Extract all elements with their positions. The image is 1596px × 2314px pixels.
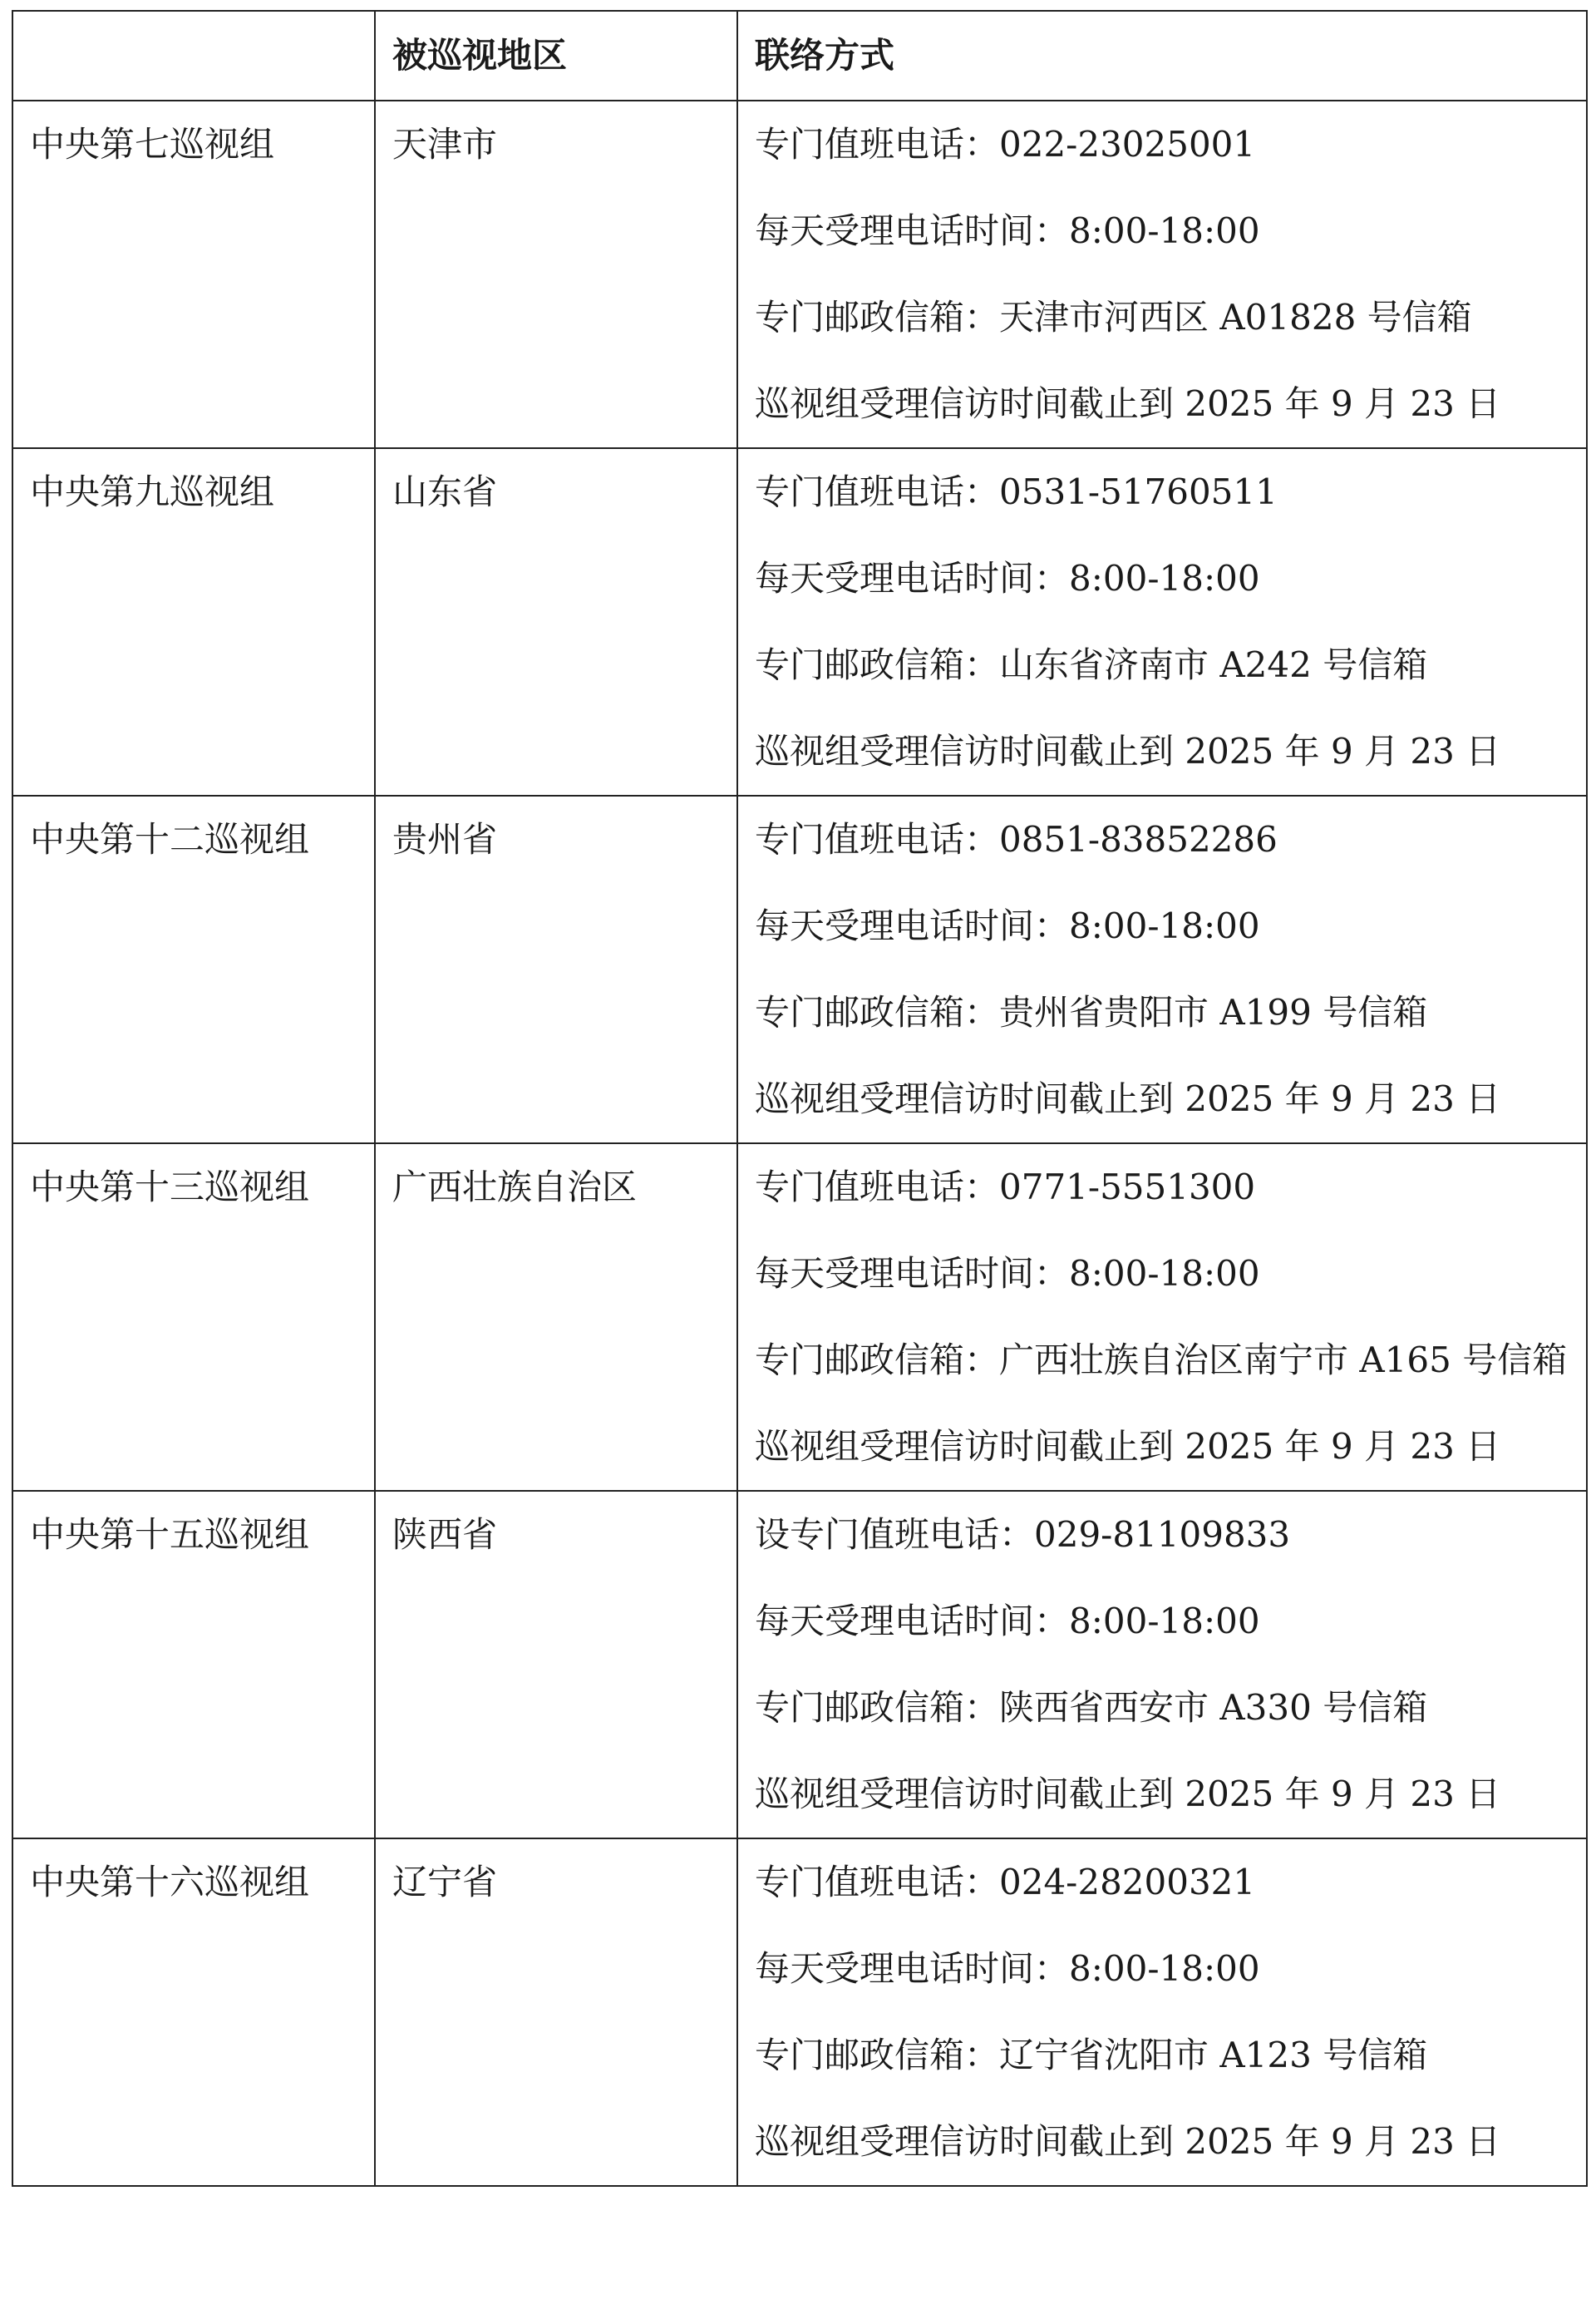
mailbox-line: 专门邮政信箱：山东省济南市 A242 号信箱 [755, 644, 1428, 685]
deadline-line: 巡视组受理信访时间截止到 2025 年 9 月 23 日 [755, 1426, 1501, 1467]
group-name: 中央第十二巡视组 [30, 819, 310, 860]
header-group [12, 11, 375, 101]
group-cell [12, 796, 375, 1143]
region-cell [375, 448, 737, 796]
region-cell [375, 1838, 737, 2186]
contact-cell [737, 1491, 1587, 1838]
region-cell [375, 1143, 737, 1491]
hours-line: 每天受理电话时间：8:00-18:00 [755, 1948, 1260, 1989]
group-cell [12, 101, 375, 448]
contact-cell [737, 1143, 1587, 1491]
mailbox-line: 专门邮政信箱：陕西省西安市 A330 号信箱 [755, 1687, 1428, 1728]
hours-line: 每天受理电话时间：8:00-18:00 [755, 210, 1260, 251]
phone-line: 专门值班电话：0771-5551300 [755, 1167, 1256, 1207]
phone-line: 专门值班电话：0531-51760511 [755, 471, 1278, 512]
mailbox-line: 专门邮政信箱：天津市河西区 A01828 号信箱 [755, 297, 1472, 338]
table-row [12, 1491, 1587, 1838]
phone-line: 专门值班电话：0851-83852286 [755, 819, 1278, 860]
region-name: 山东省 [392, 471, 498, 512]
contact-cell [737, 796, 1587, 1143]
table-row [12, 101, 1587, 448]
table-row [12, 796, 1587, 1143]
mailbox-line: 专门邮政信箱：贵州省贵阳市 A199 号信箱 [755, 992, 1428, 1033]
deadline-line: 巡视组受理信访时间截止到 2025 年 9 月 23 日 [755, 1774, 1501, 1814]
group-name: 中央第九巡视组 [30, 471, 275, 512]
region-name: 贵州省 [392, 819, 498, 860]
table-body [12, 101, 1587, 2186]
hours-line: 每天受理电话时间：8:00-18:00 [755, 558, 1260, 599]
contact-table [12, 10, 1588, 2187]
region-name: 陕西省 [392, 1514, 498, 1555]
group-cell [12, 1143, 375, 1491]
table-header [12, 11, 1587, 101]
table-row [12, 448, 1587, 796]
deadline-line: 巡视组受理信访时间截止到 2025 年 9 月 23 日 [755, 731, 1501, 772]
group-cell [12, 1491, 375, 1838]
deadline-line: 巡视组受理信访时间截止到 2025 年 9 月 23 日 [755, 2121, 1501, 2162]
header-row [12, 11, 1587, 101]
header-contact: 联络方式 [737, 11, 1587, 101]
contact-cell [737, 101, 1587, 448]
group-name: 中央第十五巡视组 [30, 1514, 310, 1555]
mailbox-line: 专门邮政信箱：辽宁省沈阳市 A123 号信箱 [755, 2035, 1428, 2075]
group-cell [12, 1838, 375, 2186]
region-name: 辽宁省 [392, 1862, 498, 1902]
region-cell [375, 796, 737, 1143]
table-row [12, 1143, 1587, 1491]
phone-line: 专门值班电话：022-23025001 [755, 124, 1256, 165]
group-name: 中央第十三巡视组 [30, 1167, 310, 1207]
group-cell [12, 448, 375, 796]
region-cell [375, 101, 737, 448]
deadline-line: 巡视组受理信访时间截止到 2025 年 9 月 23 日 [755, 1078, 1501, 1119]
phone-line: 专门值班电话：024-28200321 [755, 1862, 1256, 1902]
contact-cell [737, 1838, 1587, 2186]
region-name: 天津市 [392, 124, 498, 165]
header-region: 被巡视地区 [375, 11, 737, 101]
table-row [12, 1838, 1587, 2186]
deadline-line: 巡视组受理信访时间截止到 2025 年 9 月 23 日 [755, 383, 1501, 424]
region-cell [375, 1491, 737, 1838]
region-name: 广西壮族自治区 [392, 1167, 638, 1207]
phone-line: 设专门值班电话：029-81109833 [755, 1514, 1291, 1555]
contact-cell [737, 448, 1587, 796]
hours-line: 每天受理电话时间：8:00-18:00 [755, 1253, 1260, 1294]
hours-line: 每天受理电话时间：8:00-18:00 [755, 1601, 1260, 1641]
hours-line: 每天受理电话时间：8:00-18:00 [755, 905, 1260, 946]
mailbox-line: 专门邮政信箱：广西壮族自治区南宁市 A165 号信箱 [755, 1340, 1568, 1380]
group-name: 中央第十六巡视组 [30, 1862, 310, 1902]
group-name: 中央第七巡视组 [30, 124, 275, 165]
